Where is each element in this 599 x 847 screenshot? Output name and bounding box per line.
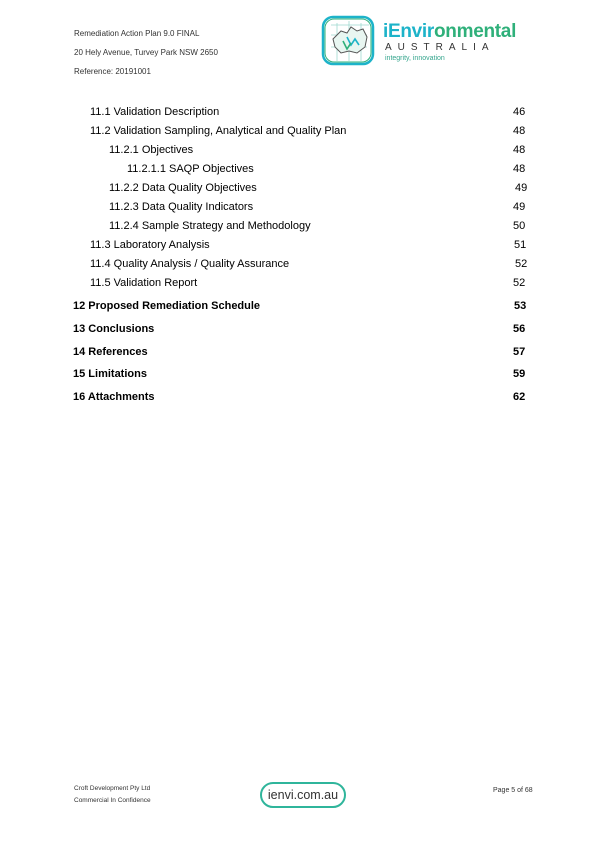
toc-entry-label: 11.2.3 Data Quality Indicators [109, 201, 254, 213]
toc-entry[interactable] [73, 346, 526, 358]
toc-entry[interactable] [73, 368, 526, 380]
toc-entry[interactable] [109, 220, 526, 232]
site-address: 20 Hely Avenue, Turvey Park NSW 2650 [74, 48, 218, 57]
toc-entry-label: 15 Limitations [73, 368, 147, 380]
toc-entry-page: 57 [513, 346, 526, 358]
toc-entry-page: 50 [513, 220, 526, 232]
logo-country: AUSTRALIA [385, 42, 495, 53]
toc-entry-label: 11.1 Validation Description [90, 106, 220, 118]
document-header [74, 24, 218, 81]
page-number: Page 5 of 68 [493, 787, 533, 794]
toc-entry[interactable] [73, 300, 527, 312]
toc-entry-label: 13 Conclusions [73, 323, 155, 335]
toc-entry[interactable] [109, 182, 528, 194]
document-reference: Reference: 20191001 [74, 67, 151, 76]
toc-entry-label: 14 References [73, 346, 148, 358]
toc-entry-label: 12 Proposed Remediation Schedule [73, 300, 261, 312]
toc-entry-page: 48 [513, 144, 526, 156]
footer-company: Croft Development Pty Ltd [74, 785, 151, 792]
toc-entry-page: 48 [513, 125, 526, 137]
toc-entry-page: 62 [513, 391, 526, 403]
toc-entry-label: 11.2.1 Objectives [109, 144, 194, 156]
toc-entry[interactable] [73, 323, 526, 335]
toc-entry-label: 11.4 Quality Analysis / Quality Assurance [90, 258, 290, 270]
company-logo [321, 15, 517, 69]
footer-confidentiality: Commercial In Confidence [74, 797, 151, 804]
logo-wordmark-part1: iEnvir [383, 21, 434, 42]
logo-wordmark-part2: onmental [434, 21, 517, 42]
toc-entry[interactable] [90, 258, 528, 270]
toc-entry-page: 49 [513, 201, 526, 213]
toc-entry-page: 48 [513, 163, 526, 175]
australia-map-logo-icon [321, 15, 377, 67]
toc-entry-page: 51 [514, 239, 527, 251]
toc-entry-page: 56 [513, 323, 526, 335]
toc-entry[interactable] [73, 391, 526, 403]
toc-entry[interactable] [90, 239, 527, 251]
website-badge: ienvi.com.au [260, 782, 346, 808]
toc-entry[interactable] [90, 277, 526, 289]
toc-entry-page: 59 [513, 368, 526, 380]
toc-entry[interactable] [109, 201, 526, 213]
toc-entry[interactable] [90, 106, 526, 118]
toc-entry-label: 11.3 Laboratory Analysis [90, 239, 210, 251]
toc-entry-page: 53 [514, 300, 527, 312]
toc-entry-page: 52 [513, 277, 526, 289]
toc-entry[interactable] [109, 144, 526, 156]
toc-entry-label: 11.2 Validation Sampling, Analytical and Quality Plan [90, 125, 347, 137]
toc-entry-label: 11.5 Validation Report [90, 277, 198, 289]
document-footer [74, 783, 151, 807]
toc-entry-page: 49 [515, 182, 528, 194]
toc-entry-label: 11.2.1.1 SAQP Objectives [127, 163, 254, 175]
toc-entry-label: 11.2.2 Data Quality Objectives [109, 182, 257, 194]
toc-entry[interactable] [127, 163, 526, 175]
logo-wordmark [383, 21, 516, 43]
logo-tagline: integrity, innovation [385, 55, 445, 62]
toc-entry-page: 46 [513, 106, 526, 118]
toc-entry-label: 16 Attachments [73, 391, 155, 403]
toc-entry[interactable] [90, 125, 526, 137]
document-title: Remediation Action Plan 9.0 FINAL [74, 29, 200, 38]
toc-entry-page: 52 [515, 258, 528, 270]
toc-entry-label: 11.2.4 Sample Strategy and Methodology [109, 220, 311, 232]
